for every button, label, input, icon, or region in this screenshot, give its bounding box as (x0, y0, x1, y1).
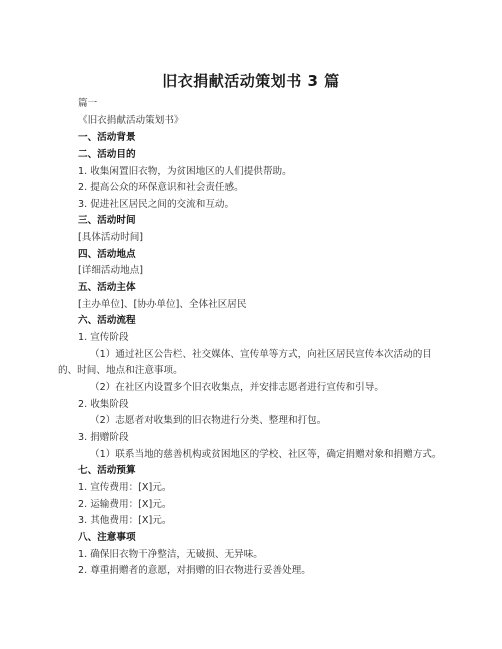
plan-book-title: 《旧衣捐献活动策划书》 (78, 115, 184, 126)
time-placeholder: [具体活动时间] (78, 232, 144, 243)
section-heading-purpose: 二、活动目的 (78, 149, 136, 160)
budget-item-other: 3. 其他费用：[X]元。 (78, 515, 172, 526)
organizers-text: [主办单位]、[协办单位]、全体社区居民 (78, 299, 247, 310)
section-heading-background: 一、活动背景 (78, 132, 136, 143)
part-label: 篇一 (78, 98, 98, 109)
purpose-item-1: 1. 收集闲置旧衣物，为贫困地区的人们提供帮助。 (78, 166, 292, 177)
location-placeholder: [详细活动地点] (78, 265, 144, 276)
budget-item-publicity: 1. 宣传费用：[X]元。 (78, 482, 172, 493)
section-heading-process: 六、活动流程 (78, 315, 136, 326)
section-heading-time: 三、活动时间 (78, 215, 136, 226)
notes-item-1: 1. 确保旧衣物干净整洁，无破损、无异味。 (78, 549, 263, 560)
donation-item-1: （1）联系当地的慈善机构或贫困地区的学校、社区等，确定捐赠对象和捐赠方式。 (90, 449, 442, 460)
section-heading-notes: 八、注意事项 (78, 532, 136, 543)
section-heading-organizers: 五、活动主体 (78, 282, 136, 293)
publicity-item-1: （1）通过社区公告栏、社交媒体、宣传单等方式，向社区居民宣传本次活动的目 (90, 349, 432, 360)
section-heading-location: 四、活动地点 (78, 249, 136, 260)
section-heading-budget: 七、活动预算 (78, 465, 136, 476)
process-stage-publicity: 1. 宣传阶段 (78, 332, 129, 343)
process-stage-donation: 3. 捐赠阶段 (78, 432, 129, 443)
document-title: 旧衣捐献活动策划书 3 篇 (162, 72, 340, 90)
publicity-item-2: （2）在社区内设置多个旧衣收集点，并安排志愿者进行宣传和引导。 (90, 382, 384, 393)
process-stage-collection: 2. 收集阶段 (78, 399, 129, 410)
purpose-item-2: 2. 提高公众的环保意识和社会责任感。 (78, 182, 244, 193)
collection-item-2: （2）志愿者对收集到的旧衣物进行分类、整理和打包。 (90, 415, 327, 426)
publicity-item-1-continued: 的、时间、地点和注意事项。 (58, 365, 183, 376)
purpose-item-3: 3. 促进社区居民之间的交流和互动。 (78, 199, 235, 210)
notes-item-2: 2. 尊重捐赠者的意愿，对捐赠的旧衣物进行妥善处理。 (78, 565, 311, 576)
budget-item-transport: 2. 运输费用：[X]元。 (78, 499, 172, 510)
